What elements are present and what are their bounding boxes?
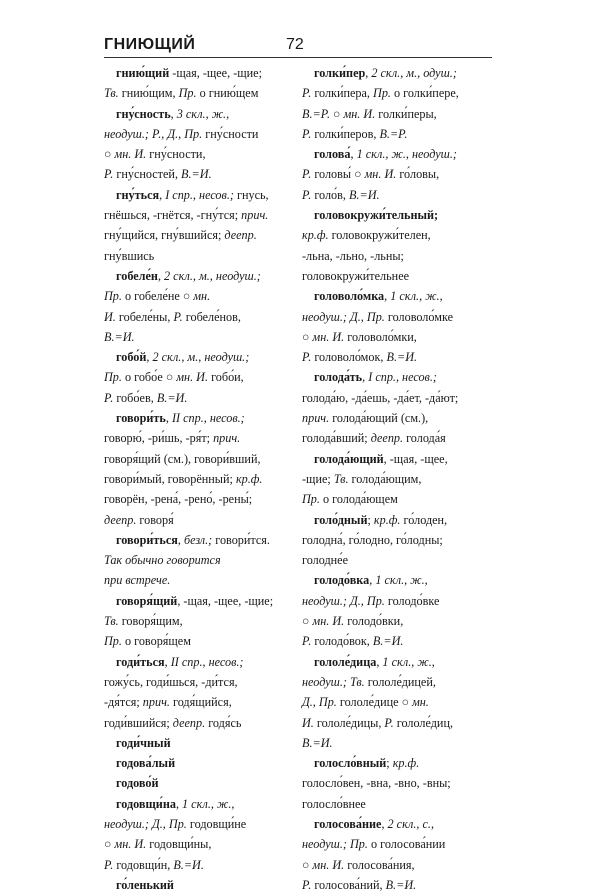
grammar-label: В.=И. (386, 350, 418, 365)
dictionary-entry-line (104, 855, 294, 875)
dictionary-entry-line (104, 692, 294, 712)
entry-headword: гну́сность (116, 106, 171, 121)
grammar-label: прич. (302, 411, 330, 426)
entry-text: голодо́вок, (311, 634, 373, 649)
entry-text: -щие; (302, 471, 334, 486)
grammar-label: 2 скл., с., (387, 816, 434, 831)
entry-text: гобо́ев, (113, 390, 157, 405)
dictionary-entry-line (104, 611, 294, 631)
entry-text: говорён, -рена́, -рено́, -рены́; (104, 492, 253, 507)
entry-text: голосова́ний, (311, 877, 386, 892)
entry-text: ; (367, 512, 374, 527)
entry-text: , (381, 816, 388, 831)
entry-text: , (177, 532, 184, 547)
dictionary-entry-line (302, 347, 492, 367)
grammar-label: Р. (384, 715, 394, 730)
entry-text: гобеле́ны, (115, 309, 174, 324)
entry-text: голодо́вки, (344, 614, 404, 629)
entry-text: , (362, 370, 369, 385)
entry-headword: говоря́щий (116, 593, 178, 608)
dictionary-entry-line (104, 834, 294, 854)
entry-text: , -щая, -щее, (383, 451, 448, 466)
entry-text: говоря́щим, (118, 614, 183, 629)
grammar-label: деепр. (370, 431, 404, 446)
grammar-label: деепр. (172, 715, 206, 730)
grammar-label: 1 скл., ж., (390, 289, 443, 304)
entry-text: -дя́тся; (104, 695, 143, 710)
entry-text: годовщи́н, (113, 857, 174, 872)
dictionary-entry-line (104, 327, 294, 347)
dictionary-entry-line (302, 550, 492, 570)
entry-text: гобеле́нов, (182, 309, 241, 324)
grammar-label: Тв. (333, 471, 349, 486)
dictionary-entry-line (302, 408, 492, 428)
entry-headword: годово́й (116, 776, 159, 791)
grammar-label: Р. (302, 126, 312, 141)
dictionary-entry-line (104, 428, 294, 448)
header-divider (104, 57, 492, 58)
grammar-label: прич. (241, 208, 269, 223)
dictionary-entry-line (302, 834, 492, 854)
entry-text: голки́перов, (311, 126, 380, 141)
dictionary-entry-headword-line (302, 144, 492, 164)
entry-text: головоло́мки, (344, 329, 417, 344)
grammar-label: Пр. (178, 86, 197, 101)
dictionary-entry-headword-line (302, 753, 492, 773)
dictionary-entry-line (302, 875, 492, 895)
grammar-label: прич. (213, 431, 241, 446)
dictionary-entry-line (104, 164, 294, 184)
grammar-label: неодуш.; Д., Пр. (302, 309, 385, 324)
grammar-label: деепр. (104, 512, 137, 527)
grammar-label: Р. (302, 350, 312, 365)
entry-text: о гнию́щем (196, 86, 259, 101)
entry-text: гнёшься, -гнётся, -гну́тся; (104, 208, 242, 223)
grammar-label: Пр. (104, 289, 122, 304)
dictionary-entry-line (302, 773, 492, 793)
grammar-label: 2 скл., м., неодуш.; (164, 268, 261, 283)
entry-headword: годова́лый (116, 756, 176, 771)
dictionary-entry-headword-line (302, 367, 492, 387)
grammar-label: В.=И. (348, 187, 380, 202)
dictionary-entry-line (104, 550, 294, 570)
entry-headword: гнию́щий (116, 66, 170, 80)
entry-text: годовщи́не (186, 816, 247, 831)
grammar-label: В.=И. (385, 877, 417, 892)
dictionary-entry-line (302, 83, 492, 103)
entry-headword: голода́ть (314, 370, 363, 385)
entry-text: голо́в, (311, 187, 349, 202)
entry-headword: гобо́й (116, 350, 147, 365)
grammar-label: Р. (302, 167, 312, 182)
left-column (104, 63, 294, 895)
entry-text: голода́ющий (см.), (329, 411, 429, 426)
grammar-label: Д., Пр. (302, 695, 337, 710)
entry-text: гну́сностей, (113, 167, 182, 182)
dictionary-entry-line (302, 428, 492, 448)
grammar-label: мн. И. (114, 147, 147, 162)
entry-text: ; (386, 756, 393, 771)
dictionary-entry-line (302, 855, 492, 875)
grammar-label: кр.ф. (373, 512, 401, 527)
entry-headword: говори́ть (116, 411, 166, 426)
entry-text: ○ (104, 147, 115, 162)
dictionary-entry-line (302, 794, 492, 814)
entry-text: голодо́вке (384, 593, 440, 608)
dictionary-entry-line (302, 104, 492, 124)
grammar-label: В.=Р. (379, 126, 408, 141)
grammar-label: Пр. (104, 634, 122, 649)
dictionary-entry-headword-line (302, 63, 492, 83)
entry-text: голода́ющим, (348, 471, 422, 486)
page-header (104, 36, 494, 66)
entry-text: гнусь, (233, 187, 269, 202)
entry-text: головы́ ○ (311, 167, 365, 182)
entry-text: гнию́щим, (118, 86, 179, 101)
dictionary-entry-line (302, 611, 492, 631)
entry-text: голода́вший; (302, 431, 371, 446)
entry-text: ○ (104, 837, 115, 852)
right-column (302, 63, 492, 895)
entry-text: говори́мый, говорённый; (104, 471, 236, 486)
grammar-label: В.=И. (104, 329, 135, 344)
grammar-label: В.=Р. (302, 106, 330, 121)
entry-text: , (350, 147, 357, 162)
grammar-label: кр.ф. (235, 471, 263, 486)
grammar-label: 2 скл., м., одуш.; (371, 66, 457, 80)
dictionary-entry-headword-line (302, 205, 492, 225)
entry-text: говоря́щий (см.), говори́вший, (104, 451, 261, 466)
grammar-label: И. (104, 309, 116, 324)
grammar-label: Р. (104, 390, 114, 405)
dictionary-entry-headword-line (302, 814, 492, 834)
entry-text: гололе́диц, (393, 715, 454, 730)
dictionary-entry-headword-line (302, 286, 492, 306)
entry-text: о гобеле́не ○ (121, 289, 194, 304)
grammar-label: 1 скл., ж., (382, 654, 435, 669)
entry-text: головоло́мок, (311, 350, 387, 365)
entry-text: годовщи́ны, (146, 837, 212, 852)
entry-headword: годи́чный (116, 735, 171, 750)
entry-text: голосова́ния, (344, 857, 415, 872)
dictionary-entry-line (104, 286, 294, 306)
entry-text: -щая, -щее, -щие; (169, 66, 262, 80)
grammar-label: Пр. (302, 492, 320, 507)
dictionary-entry-headword-line (302, 510, 492, 530)
grammar-label: В.=И. (156, 390, 188, 405)
dictionary-entry-line (302, 733, 492, 753)
entry-text: ○ (302, 857, 313, 872)
entry-headword: головоло́мка (314, 289, 385, 304)
dictionary-entry-line (302, 246, 492, 266)
grammar-label: мн. И. (312, 857, 345, 872)
dictionary-entry-headword-line (104, 652, 294, 672)
entry-text: годя́сь (205, 715, 242, 730)
grammar-label: неодуш.; Д., Пр. (104, 816, 187, 831)
entry-text: о голода́ющем (319, 492, 398, 507)
dictionary-entry-line (104, 225, 294, 245)
dictionary-entry-line (104, 510, 294, 530)
dictionary-entry-line (302, 124, 492, 144)
dictionary-entry-line (302, 631, 492, 651)
dictionary-entry-headword-line (104, 794, 294, 814)
entry-text: голки́пера, (311, 86, 374, 101)
grammar-label: мн. (193, 289, 211, 304)
grammar-label: I спр., несов.; (165, 187, 234, 202)
grammar-label: кр.ф. (302, 228, 329, 243)
dictionary-entry-line (104, 672, 294, 692)
entry-headword: голо́дный (314, 512, 368, 527)
grammar-label: мн. И. (312, 329, 345, 344)
entry-text: о гобо́е ○ (121, 370, 177, 385)
grammar-label: Р. (302, 187, 312, 202)
grammar-label: неодуш.; Пр. (302, 837, 368, 852)
dictionary-entry-line (302, 266, 492, 286)
dictionary-entry-line (302, 530, 492, 550)
grammar-label: Р. (173, 309, 183, 324)
grammar-label: В.=И. (302, 735, 333, 750)
entry-headword: гобеле́н (116, 268, 158, 283)
entry-headword: годи́ться (116, 654, 165, 669)
dictionary-entry-line (104, 205, 294, 225)
entry-text: гололе́дицы, (313, 715, 385, 730)
entry-text: -льна, -льно, -льны; (302, 248, 404, 263)
grammar-label: Тв. (104, 86, 119, 101)
grammar-label: неодуш.; Р., Д., Пр. (104, 126, 203, 141)
dictionary-entry-headword-line (104, 347, 294, 367)
grammar-label: Р. (302, 86, 312, 101)
dictionary-entry-line (302, 164, 492, 184)
dictionary-entry-headword-line (104, 530, 294, 550)
entry-text: голодна́, го́лодно, го́лодны; (302, 532, 443, 547)
entry-text: головокружи́тельнее (302, 268, 410, 283)
grammar-label: 2 скл., м., неодуш.; (152, 350, 250, 365)
grammar-label: неодуш.; Д., Пр. (302, 593, 385, 608)
entry-text: голода́ю, -да́ешь, -да́ет, -да́ют; (302, 390, 459, 405)
entry-text: гну́сности (202, 126, 259, 141)
entry-text: , (146, 350, 153, 365)
dictionary-entry-headword-line (104, 733, 294, 753)
dictionary-entry-headword-line (302, 570, 492, 590)
dictionary-entry-headword-line (104, 875, 294, 895)
dictionary-entry-line (302, 307, 492, 327)
grammar-label: Пр. (104, 370, 122, 385)
dictionary-entry-line (104, 449, 294, 469)
dictionary-entry-line (302, 672, 492, 692)
dictionary-entry-line (104, 367, 294, 387)
entry-text: головоло́мке (384, 309, 453, 324)
grammar-label: Тв. (104, 614, 119, 629)
entry-headword: голосова́ние (314, 816, 382, 831)
entry-text: голосло́вен, -вна, -вно, -вны; (302, 776, 451, 791)
grammar-label: Р. (104, 167, 114, 182)
entry-text: го́ловы, (396, 167, 440, 182)
entry-text: говори́тся. (212, 532, 270, 547)
dictionary-entry-line (302, 225, 492, 245)
entry-headword: гну́ться (116, 187, 160, 202)
grammar-label: мн. И. (343, 106, 376, 121)
grammar-label: В.=И. (372, 634, 404, 649)
entry-text: говорю́, -ри́шь, -ря́т; (104, 431, 214, 446)
dictionary-entry-line (104, 570, 294, 590)
dictionary-entry-headword-line (302, 449, 492, 469)
entry-headword: головокружи́тельный; (314, 208, 439, 223)
entry-text: гололе́дице ○ (336, 695, 412, 710)
entry-text: , (365, 66, 372, 80)
dictionary-entry-line (302, 185, 492, 205)
entry-text: , (175, 796, 183, 811)
grammar-label: 1 скл., ж., (182, 796, 235, 811)
dictionary-entry-line (104, 307, 294, 327)
grammar-label: деепр. (224, 228, 257, 243)
grammar-label: 1 скл., ж., неодуш.; (356, 147, 457, 162)
dictionary-entry-line (302, 489, 492, 509)
entry-text: го́лоден, (400, 512, 448, 527)
grammar-label: Так обычно говорится (104, 553, 221, 568)
entry-text: гну́щийся, гну́вшийся; (104, 228, 225, 243)
grammar-label: мн. (411, 695, 429, 710)
entry-text: голки́перы, (375, 106, 437, 121)
dictionary-entry-headword-line (302, 652, 492, 672)
dictionary-entry-line (104, 388, 294, 408)
entry-text: головокружи́телен, (328, 228, 431, 243)
grammar-label: Р. (302, 634, 312, 649)
dictionary-entry-headword-line (104, 104, 294, 124)
dictionary-entry-line (302, 591, 492, 611)
dictionary-entry-line (104, 469, 294, 489)
entry-text: , -щая, -щее, -щие; (177, 593, 274, 608)
dictionary-entry-headword-line (104, 753, 294, 773)
entry-text: , (157, 268, 165, 283)
dictionary-entry-headword-line (104, 408, 294, 428)
dictionary-entry-line (104, 144, 294, 164)
grammar-label: мн. И. (176, 370, 209, 385)
grammar-label: I спр., несов.; (368, 370, 437, 385)
entry-text: о говоря́щем (121, 634, 191, 649)
grammar-label: В.=И. (173, 857, 204, 872)
entry-headword: гололе́дица (314, 654, 377, 669)
grammar-label: неодуш.; Тв. (302, 674, 365, 689)
grammar-label: при встрече. (104, 573, 171, 588)
entry-text: годя́щийся, (169, 695, 232, 710)
grammar-label: II спр., несов.; (170, 654, 244, 669)
dictionary-entry-headword-line (104, 773, 294, 793)
grammar-label: мн. И. (364, 167, 397, 182)
grammar-label: II спр., несов.; (171, 411, 245, 426)
entry-headword: годовщи́на (116, 796, 176, 811)
dictionary-entry-line (302, 713, 492, 733)
dictionary-entry-line (302, 388, 492, 408)
dictionary-entry-headword-line (104, 185, 294, 205)
entry-headword: голки́пер (314, 66, 366, 80)
dictionary-entry-line (104, 246, 294, 266)
grammar-label: 1 скл., ж., (375, 573, 428, 588)
entry-text: , (384, 289, 391, 304)
dictionary-entry-headword-line (104, 591, 294, 611)
entry-text: , (170, 106, 177, 121)
dictionary-entry-line (302, 692, 492, 712)
entry-text: ○ (302, 329, 313, 344)
dictionary-entry-line (302, 469, 492, 489)
entry-text: ○ (302, 614, 313, 629)
entry-headword: го́ленький (116, 877, 174, 892)
dictionary-entry-headword-line (104, 266, 294, 286)
dictionary-entry-line (104, 631, 294, 651)
entry-text: гну́вшись (104, 248, 155, 263)
grammar-label: 3 скл., ж., (176, 106, 230, 121)
entry-text: голода́я (403, 431, 446, 446)
dictionary-entry-headword-line (104, 63, 294, 83)
entry-headword: голода́ющий (314, 451, 384, 466)
grammar-label: Р. (302, 877, 312, 892)
entry-text: о голки́пере, (390, 86, 459, 101)
entry-text: , (164, 654, 171, 669)
dictionary-entry-line (104, 489, 294, 509)
entry-text: гобо́и, (208, 370, 244, 385)
entry-text: о голосова́нии (367, 837, 446, 852)
entry-text: , (376, 654, 383, 669)
entry-headword: голосло́вный (314, 756, 387, 771)
page-number: 72 (286, 36, 304, 53)
grammar-label: мн. И. (114, 837, 147, 852)
entry-text: говоря́ (136, 512, 174, 527)
grammar-label: Пр. (373, 86, 391, 101)
grammar-label: И. (302, 715, 314, 730)
entry-headword: голова́ (314, 147, 351, 162)
entry-text: голосло́внее (302, 796, 366, 811)
grammar-label: прич. (142, 695, 170, 710)
entry-headword: говори́ться (116, 532, 178, 547)
grammar-label: кр.ф. (392, 756, 420, 771)
entry-headword: голодо́вка (314, 573, 370, 588)
dictionary-entry-line (104, 83, 294, 103)
entry-text: голодне́е (302, 553, 348, 568)
dictionary-entry-line (104, 814, 294, 834)
entry-text: ○ (330, 106, 344, 121)
dictionary-entry-line (302, 327, 492, 347)
grammar-label: мн. И. (312, 614, 345, 629)
entry-text: гну́сности, (146, 147, 206, 162)
grammar-label: Р. (104, 857, 114, 872)
entry-text: годи́вшийся; (104, 715, 173, 730)
dictionary-entry-line (104, 713, 294, 733)
grammar-label: безл.; (183, 532, 213, 547)
entry-text: гожу́сь, годи́шься, -ди́тся, (104, 674, 238, 689)
entry-text: , (165, 411, 172, 426)
running-headword: ГНИЮЩИЙ (104, 36, 196, 53)
entry-text: , (159, 187, 166, 202)
entry-text: гололе́дицей, (364, 674, 436, 689)
grammar-label: В.=И. (181, 167, 212, 182)
entry-text: , (369, 573, 376, 588)
dictionary-entry-line (104, 124, 294, 144)
